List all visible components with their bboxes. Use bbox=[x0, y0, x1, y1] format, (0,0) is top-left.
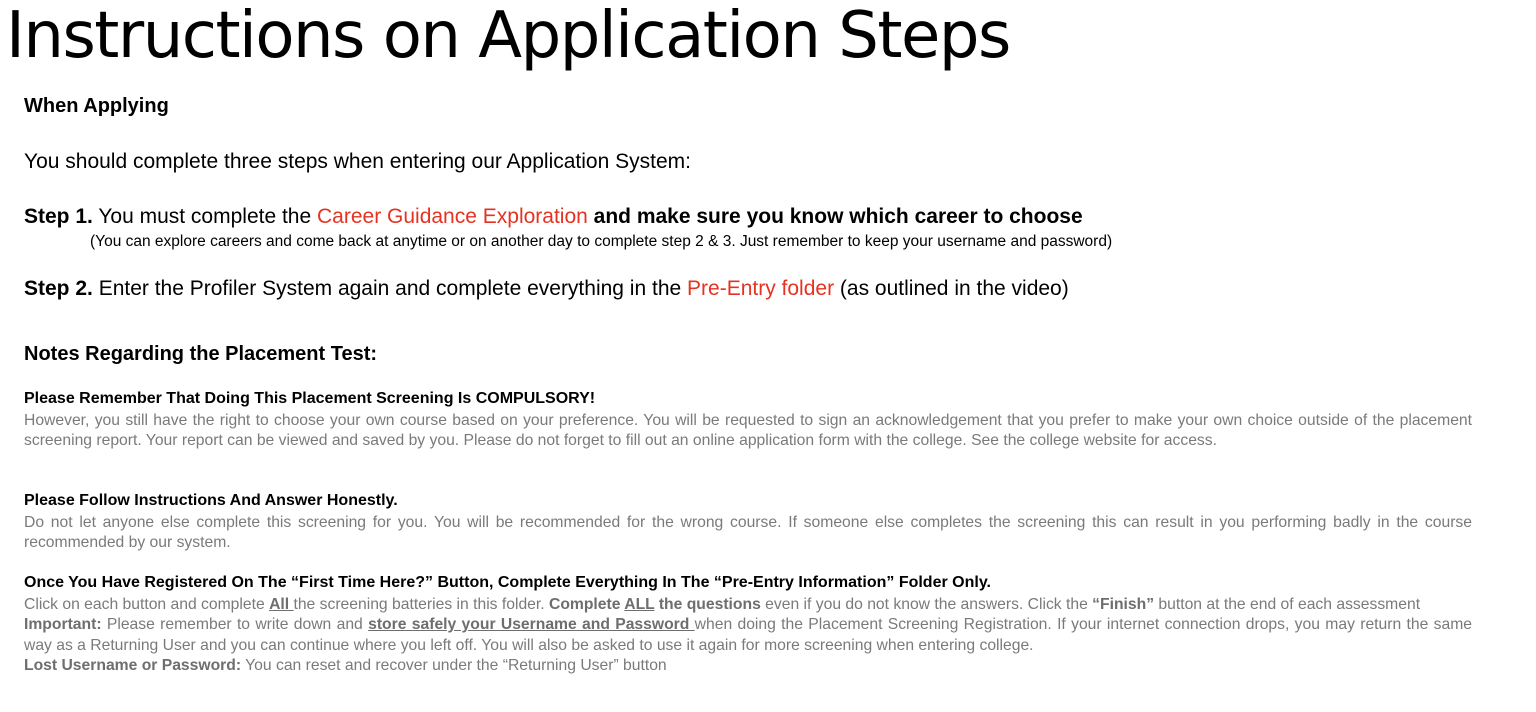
when-applying-heading: When Applying bbox=[24, 95, 169, 117]
note-1-body: However, you still have the right to choose your own course based on your preference. You will be requested to sign an acknowledgement that you prefer to make your own choice outside of the placement screening report. Your report can be viewed and saved by you. Please do not forget to fill out an online application form with the college. See the college website for access. bbox=[24, 412, 1472, 450]
finish-emphasis: “Finish” bbox=[1092, 596, 1155, 613]
text: Please remember to write down and bbox=[101, 616, 369, 634]
text: even if you do not know the answers. Click the bbox=[760, 596, 1093, 613]
step-1-text: You must complete the bbox=[92, 205, 317, 228]
pre-entry-highlight: Pre-Entry folder bbox=[687, 277, 835, 300]
intro-text: You should complete three steps when entering our Application System: bbox=[24, 150, 691, 173]
text: You can reset and recover under the “Returning User” button bbox=[241, 656, 667, 674]
note-3-body bbox=[24, 595, 1472, 676]
complete-emphasis: Complete bbox=[548, 596, 625, 613]
all-caps-emphasis: ALL bbox=[624, 596, 655, 613]
text: button at the end of each assessment bbox=[1154, 596, 1421, 613]
note-3-paragraph-2 bbox=[24, 615, 1472, 656]
step-2-suffix: (as outlined in the video) bbox=[834, 277, 1069, 300]
step-1-note: (You can explore careers and come back at anytime or on another day to complete step 2 & 3. Just remember to keep your username and password) bbox=[90, 233, 1113, 250]
step-1 bbox=[24, 205, 1083, 229]
text: the screening batteries in this folder. bbox=[293, 596, 549, 613]
step-2 bbox=[24, 277, 1069, 301]
note-2-body: Do not let anyone else complete this screening for you. You will be recommended for the wrong course. If someone else completes the screening this can result in you performing badly in the course recommended by our system. bbox=[24, 514, 1472, 552]
note-1-heading: Please Remember That Doing This Placement Screening Is COMPULSORY! bbox=[24, 390, 596, 407]
note-3-heading: Once You Have Registered On The “First Time Here?” Button, Complete Everything In The “Pre-Entry Information” Folder Only. bbox=[24, 574, 991, 591]
note-3-paragraph-1 bbox=[24, 595, 1472, 615]
step-2-label: Step 2. bbox=[24, 277, 93, 300]
text: when doing the Placement Screening Registration. If your internet connection drops, you may return the same way as a Returning User and you can continue where you left off. You will also be asked to use it again for more screening when entering college. bbox=[24, 616, 1472, 654]
step-2-text: Enter the Profiler System again and complete everything in the bbox=[92, 277, 688, 300]
page-title: Instructions on Application Steps bbox=[6, 0, 1010, 73]
lost-credentials-label: Lost Username or Password: bbox=[24, 656, 242, 674]
step-1-label: Step 1. bbox=[24, 205, 93, 228]
step-1-emphasis: and make sure you know which career to choose bbox=[587, 205, 1083, 228]
note-3-paragraph-3 bbox=[24, 656, 1472, 676]
notes-heading: Notes Regarding the Placement Test: bbox=[24, 343, 378, 365]
career-guidance-highlight: Career Guidance Exploration bbox=[317, 205, 588, 228]
note-2-heading: Please Follow Instructions And Answer Honestly. bbox=[24, 492, 398, 509]
store-credentials-emphasis: store safely your Username and Password bbox=[368, 616, 695, 634]
important-label: Important: bbox=[24, 616, 102, 634]
questions-emphasis: the questions bbox=[654, 596, 761, 613]
all-emphasis: All bbox=[269, 596, 294, 613]
text: Click on each button and complete bbox=[24, 596, 270, 613]
